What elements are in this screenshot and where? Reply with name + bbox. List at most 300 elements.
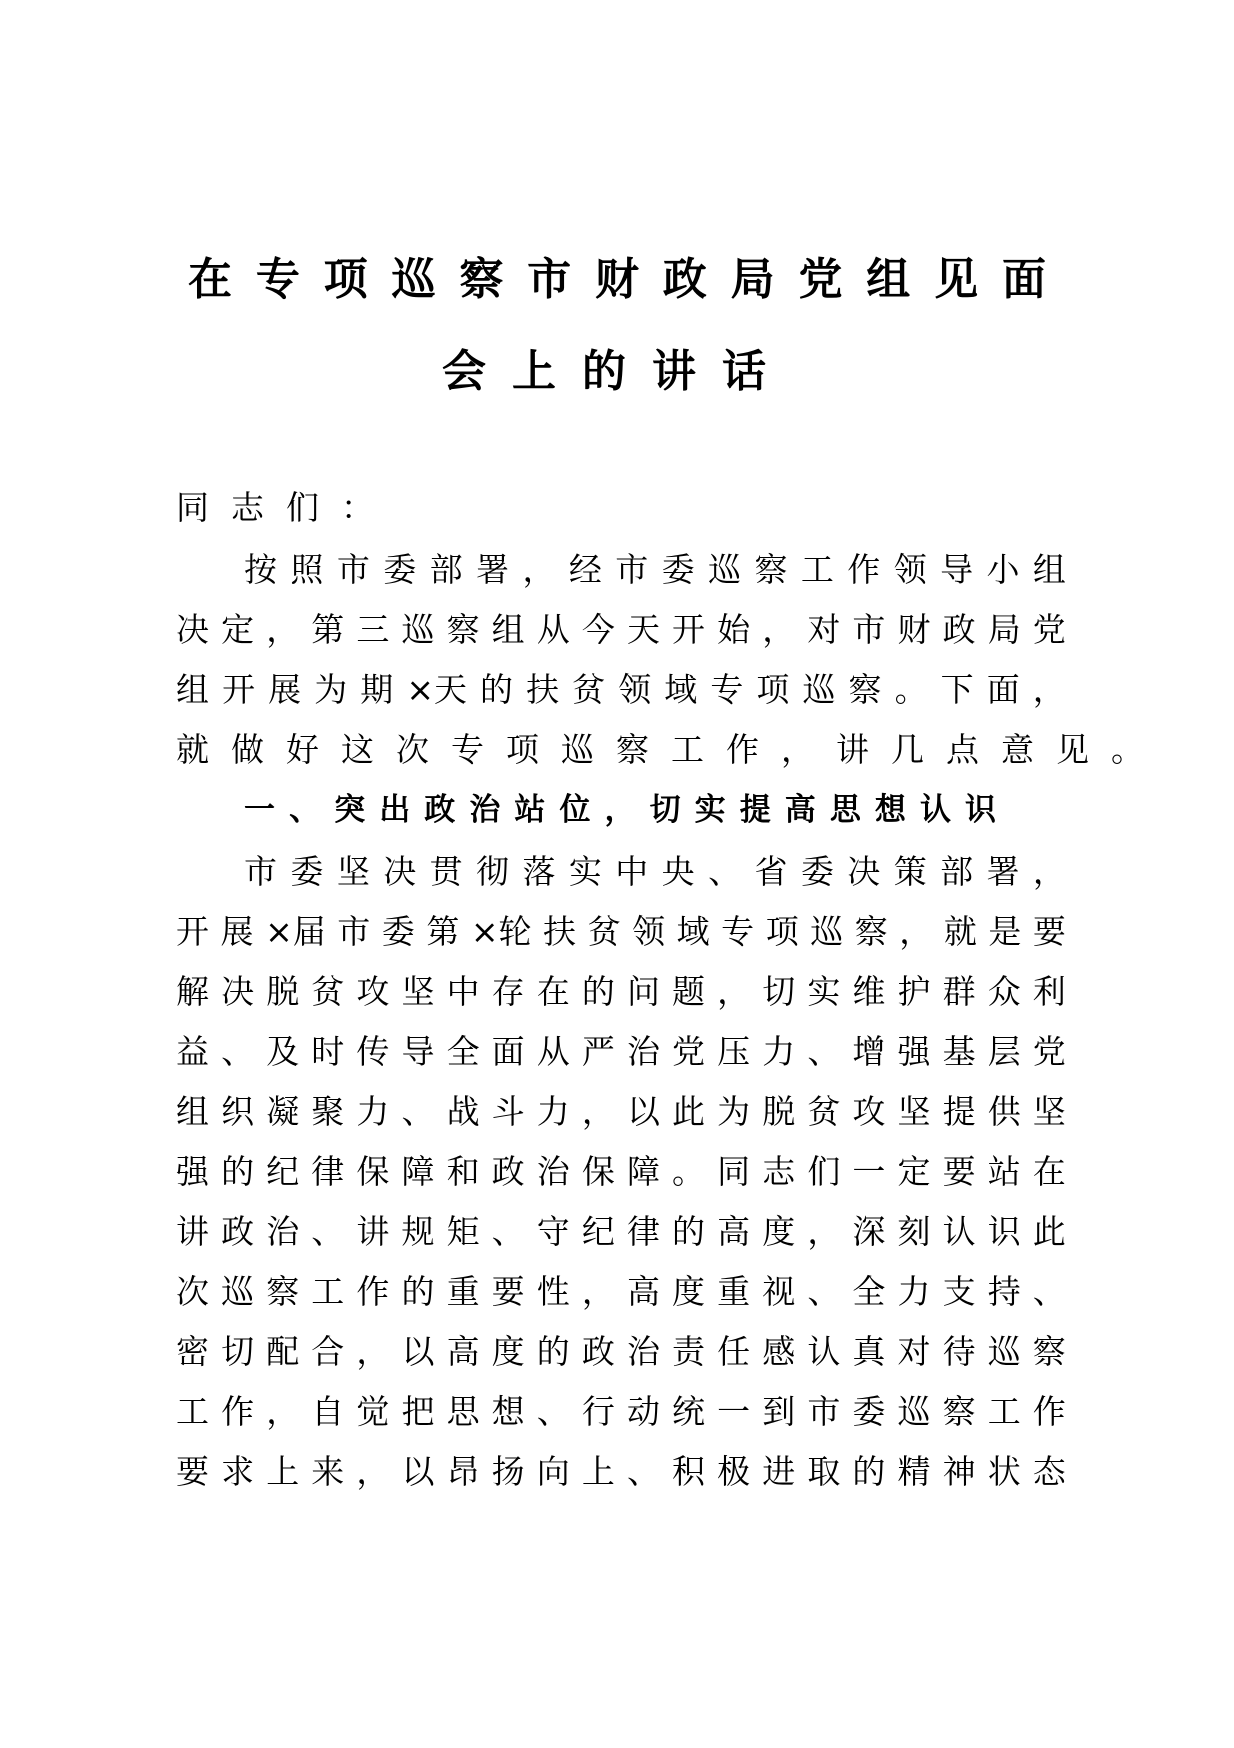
glyph: 讲 xyxy=(176,1212,209,1251)
glyph: 斗 xyxy=(491,1092,525,1131)
glyph: 治 xyxy=(469,792,501,828)
glyph: 想 xyxy=(874,792,906,828)
glyph: 实 xyxy=(694,792,726,828)
glyph: 高 xyxy=(784,792,816,828)
glyph: 战 xyxy=(446,1092,480,1131)
body-line xyxy=(176,1270,1066,1314)
glyph: ， xyxy=(899,912,933,951)
glyph: 财 xyxy=(594,254,639,305)
glyph: 署 xyxy=(986,852,1020,891)
glyph: 问 xyxy=(626,972,660,1011)
glyph: 署 xyxy=(476,550,510,589)
glyph: 度 xyxy=(762,1212,796,1251)
glyph: 一 xyxy=(717,1392,751,1431)
glyph: 工 xyxy=(987,1392,1021,1431)
glyph: 工 xyxy=(800,550,834,589)
glyph: 增 xyxy=(852,1032,886,1071)
glyph: 决 xyxy=(383,852,417,891)
glyph: 领 xyxy=(893,550,927,589)
glyph: 切 xyxy=(762,972,796,1011)
glyph: ， xyxy=(807,1212,841,1251)
glyph: 坚 xyxy=(1032,1092,1066,1131)
glyph: 策 xyxy=(893,852,927,891)
glyph: 矩 xyxy=(446,1212,480,1251)
glyph: 组 xyxy=(176,1092,209,1131)
glyph: 求 xyxy=(221,1452,255,1491)
body-line xyxy=(176,608,1066,652)
glyph: ， xyxy=(1032,670,1066,709)
body-line xyxy=(176,1330,1066,1374)
glyph: 凝 xyxy=(266,1092,300,1131)
glyph: 委 xyxy=(800,852,834,891)
body-line xyxy=(176,1030,1066,1074)
glyph: 为 xyxy=(314,670,348,709)
glyph: 提 xyxy=(942,1092,976,1131)
glyph: 上 xyxy=(266,1452,300,1491)
body-line xyxy=(176,970,1066,1014)
glyph: 识 xyxy=(987,1212,1021,1251)
glyph: 中 xyxy=(615,852,649,891)
glyph: 真 xyxy=(852,1332,886,1371)
glyph: 党 xyxy=(1032,610,1066,649)
glyph: 要 xyxy=(176,1452,209,1491)
glyph: 思 xyxy=(829,792,861,828)
glyph: 巡 xyxy=(810,912,844,951)
glyph: 想 xyxy=(491,1392,525,1431)
glyph: 域 xyxy=(676,912,710,951)
glyph: 专 xyxy=(710,670,744,709)
glyph: 深 xyxy=(852,1212,886,1251)
glyph: 的 xyxy=(221,1152,255,1191)
glyph: 脱 xyxy=(762,1092,796,1131)
glyph: 委 xyxy=(290,852,324,891)
glyph: 局 xyxy=(730,254,775,305)
glyph: 委 xyxy=(381,912,415,951)
glyph: 视 xyxy=(762,1272,796,1311)
glyph: 们 xyxy=(807,1152,841,1191)
body-line xyxy=(176,910,1066,954)
glyph: 组 xyxy=(866,254,911,305)
glyph: 扶 xyxy=(543,912,577,951)
glyph: 党 xyxy=(1032,1032,1066,1071)
glyph: 市 xyxy=(336,550,370,589)
glyph: 扶 xyxy=(526,670,560,709)
glyph: 治 xyxy=(536,1152,570,1191)
glyph: 为 xyxy=(717,1092,751,1131)
glyph: 提 xyxy=(739,792,771,828)
glyph: 切 xyxy=(221,1332,255,1371)
glyph: 态 xyxy=(1032,1452,1066,1491)
glyph: 政 xyxy=(581,1332,615,1371)
glyph: 专 xyxy=(255,254,300,305)
glyph: 贫 xyxy=(311,972,345,1011)
glyph: 贯 xyxy=(429,852,463,891)
glyph: 守 xyxy=(536,1212,570,1251)
glyph: 全 xyxy=(446,1032,480,1071)
glyph: 待 xyxy=(942,1332,976,1371)
glyph: 聚 xyxy=(311,1092,345,1131)
body-line xyxy=(176,668,1066,712)
glyph: 觉 xyxy=(356,1392,390,1431)
glyph: 思 xyxy=(446,1392,480,1431)
glyph: 坚 xyxy=(897,1092,931,1131)
glyph: 坚 xyxy=(336,852,370,891)
glyph: 极 xyxy=(717,1452,751,1491)
glyph: 市 xyxy=(337,912,371,951)
glyph: 规 xyxy=(401,1212,435,1251)
glyph: 的 xyxy=(480,670,514,709)
glyph: 的 xyxy=(672,1212,706,1251)
glyph: 认 xyxy=(919,792,951,828)
glyph: 度 xyxy=(491,1332,525,1371)
glyph: 的 xyxy=(852,1452,886,1491)
glyph: 同 xyxy=(717,1152,751,1191)
glyph: 专 xyxy=(721,912,755,951)
glyph: ×天 xyxy=(406,670,467,709)
glyph: 政 xyxy=(491,1152,525,1191)
glyph: 性 xyxy=(536,1272,570,1311)
glyph: 以 xyxy=(626,1092,660,1131)
glyph: 、 xyxy=(536,1392,570,1431)
glyph: 、 xyxy=(708,852,742,891)
glyph: ， xyxy=(1032,852,1066,891)
glyph: 开 xyxy=(672,610,706,649)
glyph: ， xyxy=(356,1332,390,1371)
glyph: 定 xyxy=(221,610,255,649)
glyph: 要 xyxy=(491,1272,525,1311)
glyph: 障 xyxy=(626,1152,660,1191)
glyph: 上 xyxy=(581,1452,615,1491)
glyph: 展 xyxy=(220,912,254,951)
glyph: 切 xyxy=(649,792,681,828)
glyph: 密 xyxy=(176,1332,209,1371)
glyph: 、 xyxy=(401,1092,435,1131)
glyph: 巡 xyxy=(987,1332,1021,1371)
glyph: 彻 xyxy=(476,852,510,891)
glyph: 的 xyxy=(581,972,615,1011)
glyph: ×轮 xyxy=(470,912,532,951)
glyph: 党 xyxy=(798,254,843,305)
glyph: 积 xyxy=(672,1452,706,1491)
glyph: 从 xyxy=(536,610,570,649)
glyph: 支 xyxy=(942,1272,976,1311)
glyph: 传 xyxy=(356,1032,390,1071)
glyph: 对 xyxy=(807,610,841,649)
body-line xyxy=(176,1210,1066,1254)
glyph: 一 xyxy=(244,792,275,828)
glyph: ， xyxy=(581,1272,615,1311)
body-line xyxy=(244,850,1066,894)
glyph: 市 xyxy=(852,610,886,649)
glyph: 进 xyxy=(762,1452,796,1491)
glyph: 照 xyxy=(290,550,324,589)
glyph: 及 xyxy=(266,1032,300,1071)
glyph: 行 xyxy=(581,1392,615,1431)
glyph: 项 xyxy=(765,912,799,951)
glyph: 巡 xyxy=(708,550,742,589)
glyph: 治 xyxy=(626,1332,660,1371)
body-line xyxy=(176,1150,1066,1194)
glyph: 次 xyxy=(176,1272,209,1311)
glyph: 领 xyxy=(618,670,652,709)
glyph: 昂 xyxy=(446,1452,480,1491)
glyph: 以 xyxy=(401,1452,435,1491)
glyph: 第 xyxy=(311,610,345,649)
glyph: ， xyxy=(762,610,796,649)
glyph: 位 xyxy=(559,792,591,828)
glyph: 站 xyxy=(514,792,546,828)
glyph: 坚 xyxy=(401,972,435,1011)
glyph: 保 xyxy=(581,1152,615,1191)
glyph: 在 xyxy=(188,254,232,305)
glyph: 此 xyxy=(672,1092,706,1131)
glyph: 严 xyxy=(581,1032,615,1071)
glyph: 动 xyxy=(626,1392,660,1431)
glyph: 组 xyxy=(491,610,525,649)
glyph: 治 xyxy=(266,1212,300,1251)
glyph: ， xyxy=(604,792,636,828)
glyph: 市 xyxy=(807,1392,841,1431)
glyph: ， xyxy=(581,1092,615,1131)
glyph: 市 xyxy=(244,852,277,891)
glyph: 合 xyxy=(311,1332,345,1371)
glyph: 自 xyxy=(311,1392,345,1431)
glyph: 志 xyxy=(762,1152,796,1191)
glyph: 、 xyxy=(491,1212,525,1251)
glyph: 到 xyxy=(762,1392,796,1431)
glyph: 从 xyxy=(536,1032,570,1071)
glyph: 始 xyxy=(717,610,751,649)
document-title-line-1 xyxy=(188,252,1046,308)
glyph: 的 xyxy=(536,1332,570,1371)
glyph: 天 xyxy=(626,610,660,649)
glyph: 的 xyxy=(401,1272,435,1311)
glyph: 此 xyxy=(1032,1212,1066,1251)
glyph: 巡 xyxy=(802,670,836,709)
glyph: 财 xyxy=(897,610,931,649)
glyph: 识 xyxy=(965,792,996,828)
glyph: 作 xyxy=(356,1272,390,1311)
glyph: 党 xyxy=(672,1032,706,1071)
section-heading xyxy=(244,788,996,832)
glyph: 纪 xyxy=(266,1152,300,1191)
glyph: 委 xyxy=(383,550,417,589)
glyph: 一 xyxy=(852,1152,886,1191)
glyph: 政 xyxy=(221,1212,255,1251)
glyph: 来 xyxy=(311,1452,345,1491)
glyph: 作 xyxy=(221,1392,255,1431)
glyph: ， xyxy=(356,1452,390,1491)
glyph: 障 xyxy=(401,1152,435,1191)
glyph: 察 xyxy=(1032,1332,1066,1371)
glyph: 察 xyxy=(854,912,888,951)
glyph: 和 xyxy=(446,1152,480,1191)
glyph: 站 xyxy=(987,1152,1021,1191)
glyph: 作 xyxy=(847,550,881,589)
glyph: 在 xyxy=(536,972,570,1011)
glyph: 巡 xyxy=(401,610,435,649)
glyph: 存 xyxy=(491,972,525,1011)
glyph: 讲 xyxy=(356,1212,390,1251)
glyph: 实 xyxy=(568,852,602,891)
glyph: 开 xyxy=(222,670,256,709)
glyph: 要 xyxy=(942,1152,976,1191)
glyph: 察 xyxy=(266,1272,300,1311)
glyph: ， xyxy=(266,1392,300,1431)
glyph: ， xyxy=(717,972,751,1011)
glyph: 、 xyxy=(1032,1272,1066,1311)
glyph: 配 xyxy=(266,1332,300,1371)
glyph: 攻 xyxy=(356,972,390,1011)
glyph: 重 xyxy=(717,1272,751,1311)
glyph: 政 xyxy=(424,792,456,828)
body-line xyxy=(176,1090,1066,1134)
glyph: 认 xyxy=(807,1332,841,1371)
glyph: 察 xyxy=(459,254,504,305)
glyph: 委 xyxy=(852,1392,886,1431)
glyph: 对 xyxy=(897,1332,931,1371)
glyph: 纪 xyxy=(581,1212,615,1251)
glyph: 导 xyxy=(940,550,974,589)
glyph: 局 xyxy=(987,610,1021,649)
glyph: 、 xyxy=(807,1272,841,1311)
glyph: 市 xyxy=(527,254,572,305)
glyph: 小 xyxy=(986,550,1020,589)
glyph: 中 xyxy=(446,972,480,1011)
glyph: 力 xyxy=(536,1092,570,1131)
glyph: 开 xyxy=(176,912,209,951)
glyph: 察 xyxy=(754,550,788,589)
glyph: 巡 xyxy=(221,1272,255,1311)
body-line xyxy=(176,1390,1066,1434)
glyph: 护 xyxy=(897,972,931,1011)
glyph: 央 xyxy=(661,852,695,891)
glyph: 重 xyxy=(446,1272,480,1311)
glyph: 精 xyxy=(897,1452,931,1491)
glyph: 责 xyxy=(672,1332,706,1371)
glyph: 、 xyxy=(807,1032,841,1071)
glyph: 部 xyxy=(940,852,974,891)
glyph: 实 xyxy=(807,972,841,1011)
glyph: 织 xyxy=(221,1092,255,1131)
glyph: 、 xyxy=(221,1032,255,1071)
glyph: ， xyxy=(522,550,556,589)
glyph: 域 xyxy=(664,670,698,709)
glyph: 攻 xyxy=(852,1092,886,1131)
glyph: 、 xyxy=(626,1452,660,1491)
glyph: 察 xyxy=(446,610,480,649)
glyph: 见 xyxy=(934,254,979,305)
glyph: 省 xyxy=(754,852,788,891)
glyph: 三 xyxy=(356,610,390,649)
glyph: 政 xyxy=(942,610,976,649)
glyph: 第 xyxy=(426,912,460,951)
glyph: 落 xyxy=(522,852,556,891)
glyph: 题 xyxy=(672,972,706,1011)
glyph: 。 xyxy=(894,670,928,709)
glyph: 导 xyxy=(401,1032,435,1071)
glyph: 保 xyxy=(356,1152,390,1191)
glyph: 面 xyxy=(986,670,1020,709)
glyph: 决 xyxy=(221,972,255,1011)
glyph: 把 xyxy=(401,1392,435,1431)
glyph: 群 xyxy=(942,972,976,1011)
glyph: 决 xyxy=(847,852,881,891)
glyph: 刻 xyxy=(897,1212,931,1251)
glyph: 压 xyxy=(717,1032,751,1071)
document-title-line-2: 会上的讲话 xyxy=(442,346,792,397)
glyph: 察 xyxy=(942,1392,976,1431)
glyph: 贫 xyxy=(587,912,621,951)
glyph: 面 xyxy=(1001,254,1046,305)
glyph: 统 xyxy=(672,1392,706,1431)
glyph: 察 xyxy=(848,670,882,709)
glyph: 高 xyxy=(717,1212,751,1251)
glyph: 巡 xyxy=(897,1392,931,1431)
glyph: 出 xyxy=(379,792,411,828)
glyph: 要 xyxy=(1032,912,1066,951)
glyph: 治 xyxy=(626,1032,660,1071)
glyph: 向 xyxy=(536,1452,570,1491)
glyph: 利 xyxy=(1032,972,1066,1011)
glyph: 贫 xyxy=(807,1092,841,1131)
body-line: 就做好这次专项巡察工作，讲几点意见。 xyxy=(176,730,1166,769)
glyph: 时 xyxy=(311,1032,345,1071)
glyph: 领 xyxy=(632,912,666,951)
glyph: 。 xyxy=(672,1152,706,1191)
glyph: ×届 xyxy=(265,912,326,951)
glyph: 持 xyxy=(987,1272,1021,1311)
glyph: 以 xyxy=(401,1332,435,1371)
glyph: 部 xyxy=(429,550,463,589)
glyph: 组 xyxy=(1032,550,1066,589)
glyph: 作 xyxy=(1032,1392,1066,1431)
body-line xyxy=(244,548,1066,592)
salutation: 同志们： xyxy=(176,488,396,527)
glyph: 项 xyxy=(756,670,790,709)
glyph: 展 xyxy=(268,670,302,709)
glyph: 层 xyxy=(987,1032,1021,1071)
glyph: 脱 xyxy=(266,972,300,1011)
glyph: 状 xyxy=(987,1452,1021,1491)
glyph: 力 xyxy=(356,1092,390,1131)
glyph: 取 xyxy=(807,1452,841,1491)
glyph: 感 xyxy=(762,1332,796,1371)
glyph: 贫 xyxy=(572,670,606,709)
glyph: 市 xyxy=(615,550,649,589)
glyph: 神 xyxy=(942,1452,976,1491)
glyph: 组 xyxy=(176,670,209,709)
glyph: 众 xyxy=(987,972,1021,1011)
glyph: 力 xyxy=(897,1272,931,1311)
glyph: 今 xyxy=(581,610,615,649)
glyph: 基 xyxy=(942,1032,976,1071)
glyph: 益 xyxy=(176,1032,209,1071)
glyph: 面 xyxy=(491,1032,525,1071)
glyph: 决 xyxy=(176,610,209,649)
glyph: 是 xyxy=(988,912,1022,951)
glyph: 认 xyxy=(942,1212,976,1251)
glyph: 经 xyxy=(568,550,602,589)
glyph: 律 xyxy=(626,1212,660,1251)
glyph: 按 xyxy=(244,550,277,589)
glyph: 、 xyxy=(289,792,321,828)
glyph: 强 xyxy=(897,1032,931,1071)
glyph: 解 xyxy=(176,972,209,1011)
glyph: 供 xyxy=(987,1092,1021,1131)
glyph: 委 xyxy=(661,550,695,589)
glyph: 就 xyxy=(943,912,977,951)
